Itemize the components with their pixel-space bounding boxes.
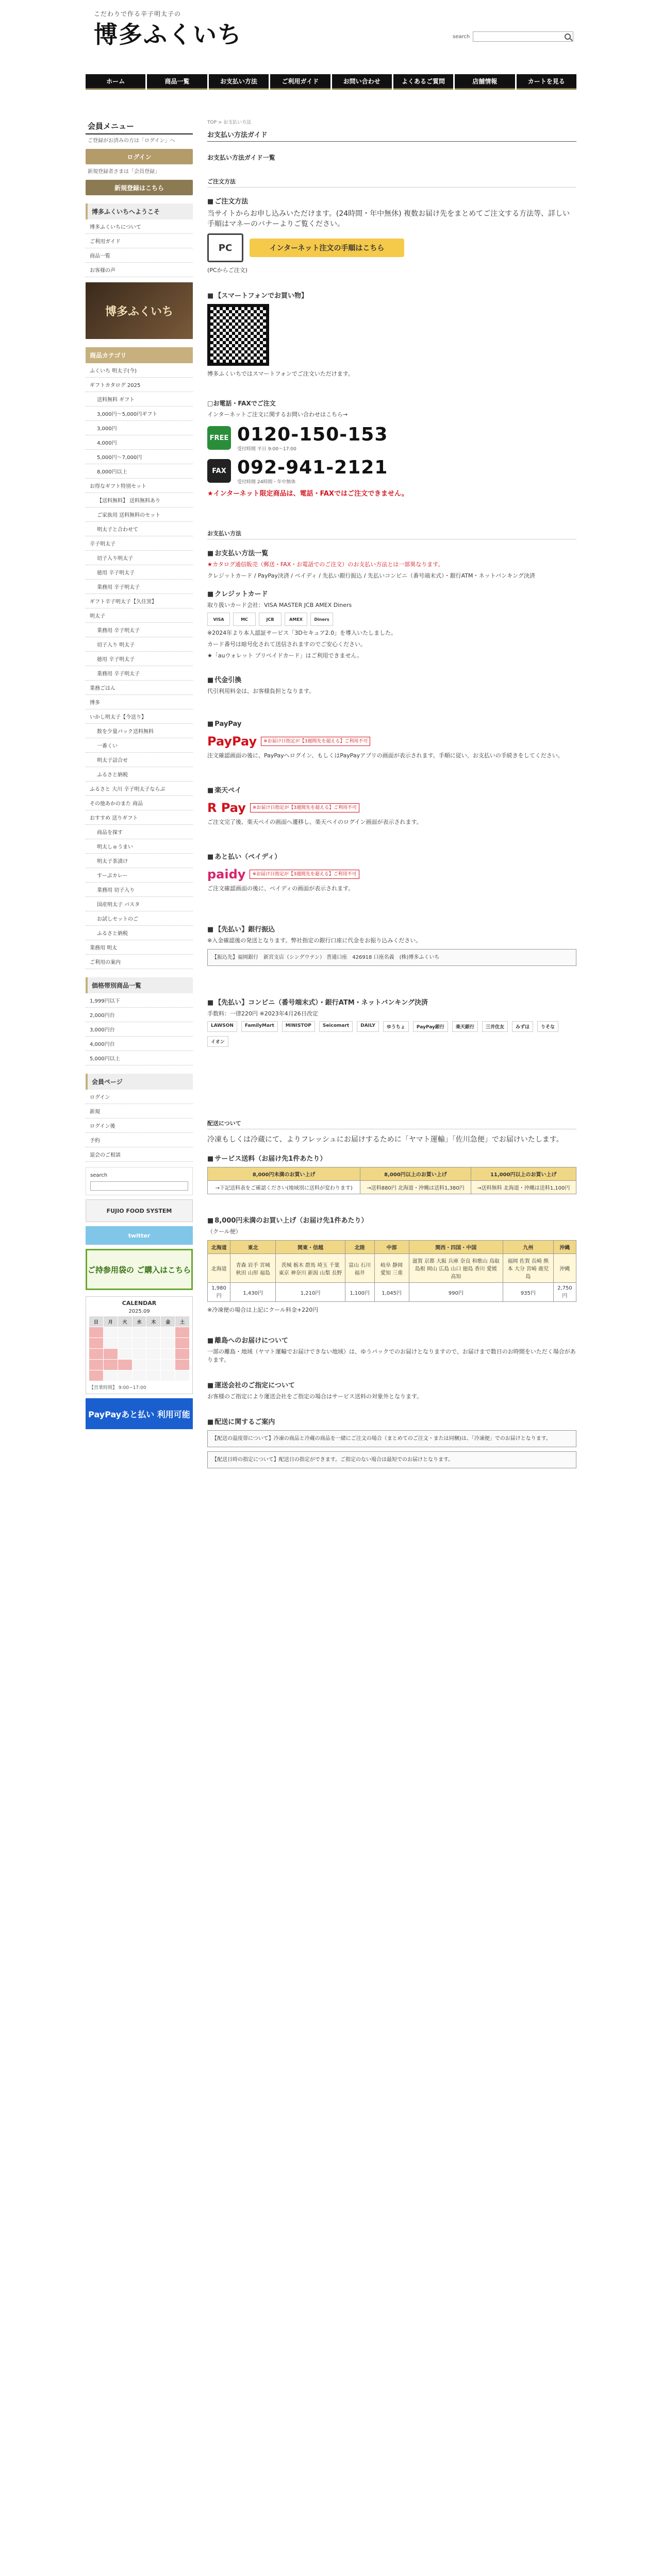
region-head: 中部 bbox=[374, 1241, 409, 1254]
ship-section-head: 配送について bbox=[207, 1119, 576, 1129]
sidebar bbox=[86, 118, 193, 2576]
remote-head: ■ 離島へのお届けについて bbox=[207, 1335, 576, 1345]
site-logo[interactable] bbox=[94, 9, 264, 61]
order-sub-head: ■ ご注文方法 bbox=[207, 196, 576, 206]
region-price: 1,045円 bbox=[374, 1283, 409, 1302]
region-head: 東北 bbox=[230, 1241, 276, 1254]
conv-logos bbox=[207, 1021, 576, 1047]
calendar-month: 2025.09 bbox=[128, 1309, 150, 1314]
fee-value: →送料無料 北海道・沖縄は送料1,100円 bbox=[471, 1181, 576, 1194]
calendar-note: 【営業時間】 9:00~17:00 bbox=[89, 1385, 146, 1391]
sidebar-category-item[interactable]: 送料無料 ギフト bbox=[86, 392, 193, 406]
paypay-badge: ※お届け日指定が【3週間先を超える】ご利用不可 bbox=[261, 737, 370, 746]
sidebar-price-list bbox=[86, 993, 193, 1065]
sidebar-info-item[interactable]: お客様の声 bbox=[86, 263, 193, 277]
conv-store-icon: りそな bbox=[537, 1021, 558, 1032]
sidebar-category-item[interactable]: ふるさと納税 bbox=[86, 767, 193, 782]
sidebar-category-item[interactable]: 国産明太子 パスタ bbox=[86, 897, 193, 911]
conv-store-icon: イオン bbox=[207, 1036, 228, 1047]
paidy-head: ■ あと払い（ペイディ） bbox=[207, 851, 576, 861]
sidebar-category-item[interactable]: すーぷカレー bbox=[86, 868, 193, 883]
conv-store-icon: DAILY bbox=[357, 1021, 379, 1032]
calendar-day bbox=[118, 1338, 132, 1348]
paidy-badge: ※お届け日指定が【3週間先を超える】ご利用不可 bbox=[250, 870, 359, 879]
sidebar-category-item[interactable]: 切子入り明太子 bbox=[86, 551, 193, 565]
sidebar-category-item[interactable]: ふるさと納税 bbox=[86, 926, 193, 940]
calendar-day bbox=[146, 1360, 160, 1370]
card-logos bbox=[207, 613, 576, 626]
sidebar-category-item[interactable]: 明太子と合わせて bbox=[86, 522, 193, 536]
sidebar-category-item[interactable]: ご家族用 送料無料のセット bbox=[86, 507, 193, 522]
conv-text: 手数料：一律220円 ※2023年4月26日改定 bbox=[207, 1010, 318, 1017]
sidebar-category-head: 商品カテゴリ bbox=[86, 347, 193, 363]
calendar-weekday: 火 bbox=[118, 1316, 132, 1327]
calendar-day bbox=[133, 1370, 146, 1381]
nav-item[interactable]: よくあるご質問 bbox=[393, 74, 453, 90]
card-note: ※2024年より本人認証サービス「3Dセキュア2.0」を導入いたしました。 bbox=[207, 630, 397, 636]
calendar-day bbox=[133, 1338, 146, 1348]
calendar-day bbox=[161, 1349, 175, 1359]
sidebar-category-item[interactable]: 5,000円～7,000円 bbox=[86, 450, 193, 464]
region-areas: 富山 石川 福井 bbox=[345, 1254, 374, 1283]
sidebar-banner[interactable]: 博多ふくいち bbox=[86, 282, 193, 339]
fee-value: →送料880円 北海道・沖縄は送料1,380円 bbox=[360, 1181, 471, 1194]
sidebar-category-item[interactable]: ギフトカタログ 2025 bbox=[86, 378, 193, 392]
region-areas: 青森 岩手 宮城 秋田 山形 福島 bbox=[230, 1254, 276, 1283]
card-brand-icon: JCB bbox=[259, 613, 282, 626]
nav-item[interactable]: お問い合わせ bbox=[332, 74, 392, 90]
sidebar-kaiin-item[interactable]: 予約 bbox=[86, 1133, 193, 1147]
bank-account-box: 【振込先】福岡銀行 新宮支店（シングウテン） 普通口座 426918 口座名義 (株)博多ふくいち bbox=[207, 949, 576, 966]
sidebar-category-item[interactable]: 明太しゅうまい bbox=[86, 839, 193, 854]
sidebar-category-item[interactable]: 辛子明太子 bbox=[86, 536, 193, 551]
calendar-title: CALENDAR bbox=[122, 1300, 157, 1307]
calendar-day bbox=[89, 1370, 103, 1381]
time-box-2: 【配送日時の指定について】配送日の指定ができます。ご指定のない場合は最短でのお届けとなります。 bbox=[207, 1451, 576, 1468]
shopping-bag-banner[interactable]: ご持参用袋の ご購入はこちら bbox=[86, 1249, 193, 1290]
pay-section-head: お支払い方法 bbox=[207, 529, 576, 539]
qr-code-icon bbox=[207, 304, 269, 366]
calendar-day bbox=[104, 1338, 118, 1348]
sidebar-category-item[interactable]: 業務用 辛子明太子 bbox=[86, 580, 193, 594]
sidebar-search-input[interactable] bbox=[90, 1181, 188, 1191]
ship-table-sub: （クール便） bbox=[207, 1228, 241, 1235]
sidebar-member-title: 会員メニュー bbox=[86, 118, 193, 134]
sidebar-category-item[interactable]: ふくいち 明太子(今) bbox=[86, 363, 193, 378]
calendar-day bbox=[133, 1349, 146, 1359]
fax-number: 092-941-2121 bbox=[237, 457, 388, 478]
sidebar-kaiin-list bbox=[86, 1090, 193, 1162]
carrier-head: ■ 運送会社のご指定について bbox=[207, 1380, 576, 1389]
site-header bbox=[0, 0, 662, 75]
search-icon[interactable] bbox=[565, 33, 571, 40]
region-price: 1,100円 bbox=[345, 1283, 374, 1302]
fee-column-head: 8,000円未満のお買い上げ bbox=[208, 1167, 360, 1181]
sidebar-info-item[interactable]: 商品一覧 bbox=[86, 248, 193, 263]
region-price: 1,430円 bbox=[230, 1283, 276, 1302]
sidebar-price-item[interactable]: 5,000円以上 bbox=[86, 1051, 193, 1065]
calendar-day bbox=[175, 1327, 189, 1337]
region-price: 1,980円 bbox=[208, 1283, 230, 1302]
region-head: 北海道 bbox=[208, 1241, 230, 1254]
aupay-note: ★「auウォレット プリペイドカード」はご利用できません。 bbox=[207, 652, 363, 659]
nav-item[interactable]: ホーム bbox=[86, 74, 145, 90]
sidebar-category-item[interactable]: お試しセットのご bbox=[86, 911, 193, 926]
calendar-day bbox=[89, 1327, 103, 1337]
sidebar-login-desc: ご登録がお済みの方は「ログイン」へ bbox=[88, 138, 175, 144]
page-title: お支払い方法ガイド bbox=[207, 129, 576, 142]
calendar-grid bbox=[89, 1316, 189, 1381]
calendar-day bbox=[118, 1360, 132, 1370]
rakuten-head: ■ 楽天ペイ bbox=[207, 785, 576, 794]
twitter-banner[interactable]: twitter bbox=[86, 1226, 193, 1245]
cod-head: ■ 代金引換 bbox=[207, 674, 576, 684]
free-dial-icon: FREE bbox=[207, 426, 231, 450]
sidebar-category-item[interactable]: いかし明太子【今送り】 bbox=[86, 709, 193, 724]
sidebar-category-item[interactable]: 4,000円 bbox=[86, 435, 193, 450]
region-areas: 福岡 佐賀 長崎 熊本 大分 宮崎 鹿児島 bbox=[503, 1254, 553, 1283]
rakuten-mark: R Pay bbox=[207, 801, 246, 815]
ship-region-table bbox=[207, 1240, 576, 1302]
pay-list: クレジットカード / PayPay決済 / ペイディ / 先払い銀行振込 / 先払いコンビニ（番号端末式）・銀行ATM・ネットバンキング決済 bbox=[207, 572, 535, 579]
phone-row bbox=[207, 424, 576, 452]
sidebar-category-item[interactable]: 徳用 辛子明太子 bbox=[86, 652, 193, 666]
ship-table-head: ■ 8,000円未満のお買い上げ（お届け先1件あたり） bbox=[207, 1215, 576, 1225]
sidebar-info-head: 博多ふくいちへようこそ bbox=[86, 204, 193, 219]
calendar-day bbox=[104, 1349, 118, 1359]
bank-head: ■ 【先払い】銀行振込 bbox=[207, 924, 576, 934]
ship-text: 冷凍もしくは冷蔵にて、よりフレッシュにお届けするために「ヤマト運輸」「佐川急便」でお届けいたします。 bbox=[207, 1136, 564, 1144]
sidebar-category-item[interactable]: 業務ごはん bbox=[86, 681, 193, 695]
search-input[interactable] bbox=[473, 31, 573, 42]
calendar-day bbox=[104, 1360, 118, 1370]
region-head: 九州 bbox=[503, 1241, 553, 1254]
conv-head: ■ 【先払い】コンビニ（番号端末式）・銀行ATM・ネットバンキング決済 bbox=[207, 997, 576, 1007]
sidebar-category-item[interactable]: 数を少量パック送料無料 bbox=[86, 724, 193, 738]
region-price: 1,210円 bbox=[276, 1283, 345, 1302]
sidebar-category-item[interactable]: 一番くい bbox=[86, 738, 193, 753]
sidebar-category-item[interactable]: 業務用 辛子明太子 bbox=[86, 623, 193, 637]
calendar-day bbox=[175, 1370, 189, 1381]
fee-value: →下記送料表をご確認ください(地域別に送料が変わります) bbox=[208, 1181, 360, 1194]
internet-only-warning: ★インターネット限定商品は、電話・FAXではご注文できません。 bbox=[207, 490, 408, 498]
card-text: 取り扱いカード会社：VISA MASTER JCB AMEX Diners bbox=[207, 602, 352, 608]
rakuten-badge: ※お届け日指定が【3週間先を超える】ご利用不可 bbox=[250, 803, 359, 812]
nav-item[interactable]: ご利用ガイド bbox=[270, 74, 330, 90]
toc-head: お支払い方法ガイド一覧 bbox=[207, 154, 275, 161]
calendar-day bbox=[161, 1370, 175, 1381]
sidebar-search-box bbox=[86, 1167, 193, 1195]
sidebar-info-item[interactable]: 博多ふくいちについて bbox=[86, 219, 193, 234]
sidebar-price-head: 価格帯別商品一覧 bbox=[86, 977, 193, 993]
sidebar-price-item[interactable]: 2,000円台 bbox=[86, 1008, 193, 1022]
sidebar-category-item[interactable]: 切子入り 明太子 bbox=[86, 637, 193, 652]
time-head: ■ 配送に関するご案内 bbox=[207, 1416, 576, 1426]
tel-text[interactable]: インターネットご注文に関するお問い合わせはこちら→ bbox=[207, 411, 348, 418]
conv-store-icon: Seicomart bbox=[319, 1021, 353, 1032]
bank-text: ※入金確認後の発送となります。弊社指定の銀行口座に代金をお振り込みください。 bbox=[207, 937, 422, 944]
phone-number[interactable]: 0120-150-153 bbox=[237, 424, 388, 445]
business-calendar bbox=[86, 1296, 193, 1394]
calendar-day bbox=[146, 1327, 160, 1337]
card-brand-icon: VISA bbox=[207, 613, 230, 626]
sidebar-price-item[interactable]: 1,999円以下 bbox=[86, 993, 193, 1008]
card-brand-icon: AMEX bbox=[285, 613, 307, 626]
order-section-head: ご注文方法 bbox=[207, 177, 576, 188]
card-brand-icon: MC bbox=[233, 613, 256, 626]
rakuten-logo bbox=[207, 801, 359, 815]
sidebar-category-item[interactable]: 明太子 bbox=[86, 608, 193, 623]
paidy-logo bbox=[207, 867, 359, 882]
calendar-day bbox=[146, 1370, 160, 1381]
nav-item[interactable]: カートを見る bbox=[517, 74, 576, 90]
login-button[interactable]: ログイン bbox=[86, 149, 193, 164]
region-areas: 沖縄 bbox=[553, 1254, 576, 1283]
region-price: 990円 bbox=[409, 1283, 503, 1302]
region-areas: 茨城 栃木 群馬 埼玉 千葉 東京 神奈川 新潟 山梨 長野 bbox=[276, 1254, 345, 1283]
paypay-head: ■ PayPay bbox=[207, 720, 576, 728]
sidebar-category-item[interactable]: 博多 bbox=[86, 695, 193, 709]
sidebar-category-item[interactable]: 業務用 切子入り bbox=[86, 883, 193, 897]
calendar-day bbox=[175, 1349, 189, 1359]
calendar-day bbox=[118, 1349, 132, 1359]
sidebar-info-list bbox=[86, 219, 193, 277]
register-button[interactable]: 新規登録はこちら bbox=[86, 180, 193, 195]
region-head: 関東・信越 bbox=[276, 1241, 345, 1254]
global-nav bbox=[86, 74, 576, 90]
conv-store-icon: みずほ bbox=[512, 1021, 533, 1032]
conv-store-icon: LAWSON bbox=[207, 1021, 237, 1032]
sidebar-category-item[interactable]: おすすめ 送りギフト bbox=[86, 810, 193, 825]
calendar-day bbox=[175, 1338, 189, 1348]
order-text: 当サイトからお申し込みいただけます。(24時間・年中無休) 複数お届け先をまとめてご注文する方法等、詳しい手順はマネーのバナーよりご覧ください。 bbox=[207, 210, 570, 228]
conv-store-icon: PayPay銀行 bbox=[413, 1021, 448, 1032]
region-price: 2,750円 bbox=[553, 1283, 576, 1302]
fujio-food-banner[interactable]: FUJIO FOOD SYSTEM bbox=[86, 1199, 193, 1222]
carrier-text: お客様のご指定により運送会社をご指定の場合はサービス送料の対象外となります。 bbox=[207, 1393, 423, 1400]
sidebar-category-item[interactable]: 3,000円～5,000円ギフト bbox=[86, 406, 193, 421]
calendar-day bbox=[175, 1360, 189, 1370]
region-areas: 岐阜 静岡 愛知 三重 bbox=[374, 1254, 409, 1283]
paypay-logo bbox=[207, 734, 370, 749]
sidebar-category-item[interactable]: ご利用の案内 bbox=[86, 955, 193, 969]
calendar-day bbox=[146, 1338, 160, 1348]
card-note2: カード番号は暗号化されて送信されますのでご安心ください。 bbox=[207, 641, 366, 648]
header-search bbox=[453, 31, 573, 42]
sidebar-category-item[interactable]: 徳用 辛子明太子 bbox=[86, 565, 193, 580]
calendar-day bbox=[133, 1360, 146, 1370]
calendar-day bbox=[89, 1349, 103, 1359]
ship-fee-table bbox=[207, 1167, 576, 1194]
calendar-day bbox=[104, 1370, 118, 1381]
sidebar-category-item[interactable]: 8,000円以上 bbox=[86, 464, 193, 479]
rakuten-text: ご注文完了後、楽天ペイの画面へ遷移し、楽天ペイのログイン画面が表示されます。 bbox=[207, 819, 422, 825]
sidebar-category-item[interactable]: ギフト辛子明太子【久住窯】 bbox=[86, 594, 193, 608]
nav-item[interactable]: 商品一覧 bbox=[147, 74, 207, 90]
sidebar-kaiin-item[interactable]: 新規 bbox=[86, 1104, 193, 1118]
sidebar-category-item[interactable]: 明太子茶漬け bbox=[86, 854, 193, 868]
sp-head: ■ 【スマートフォンでお買い物】 bbox=[207, 290, 576, 300]
calendar-weekday: 土 bbox=[175, 1316, 189, 1327]
paypay-text: 注文確認画面の後に、PayPayへログイン、もしくはPayPayアプリの画面が表示されます。手順に従い、お支払いの手続きをしてください。 bbox=[207, 752, 564, 759]
conv-store-icon: MINISTOP bbox=[282, 1021, 315, 1032]
pay-sub-head: ■ お支払い方法一覧 bbox=[207, 548, 576, 557]
sidebar-category-item[interactable]: 【送料無料】 送料無料あり bbox=[86, 493, 193, 507]
sidebar-kaiin-head: 会員ページ bbox=[86, 1074, 193, 1090]
sidebar-category-list bbox=[86, 363, 193, 969]
calendar-weekday: 月 bbox=[104, 1316, 118, 1327]
sidebar-category-item[interactable]: 業務用 明太 bbox=[86, 940, 193, 955]
region-areas: 滋賀 京都 大阪 兵庫 奈良 和歌山 鳥取 島根 岡山 広島 山口 徳島 香川 愛媛 高知 bbox=[409, 1254, 503, 1283]
pc-banner bbox=[207, 233, 576, 262]
sidebar-category-item[interactable]: お得なギフト特別セット bbox=[86, 479, 193, 493]
cod-text: 代引利用料金は、お客様負担となります。 bbox=[207, 688, 315, 694]
region-head: 関西・四国・中国 bbox=[409, 1241, 503, 1254]
logo-tagline: こだわりで作る辛子明太子の bbox=[94, 10, 181, 18]
sidebar-category-item[interactable]: 明太子詰合せ bbox=[86, 753, 193, 767]
sidebar-kaiin-item[interactable]: 退会のご相談 bbox=[86, 1147, 193, 1162]
phone-hours: 受付時間 平日 9:00～17:00 bbox=[237, 447, 296, 452]
ship-note: ※冷凍便の場合は上記にクール料金+220円 bbox=[207, 1307, 319, 1313]
paypay-banner[interactable]: PayPayあと払い 利用可能 bbox=[86, 1398, 193, 1429]
calendar-day bbox=[104, 1327, 118, 1337]
sidebar-kaiin-item[interactable]: ログイン後 bbox=[86, 1118, 193, 1133]
search-label: search bbox=[453, 33, 470, 40]
calendar-weekday: 水 bbox=[133, 1316, 146, 1327]
sidebar-register-desc: 新規登録者さまは「会員登録」 bbox=[88, 169, 160, 175]
fee-column-head: 8,000円以上のお買い上げ bbox=[360, 1167, 471, 1181]
calendar-day bbox=[89, 1360, 103, 1370]
calendar-day bbox=[118, 1327, 132, 1337]
pay-warning: ★カタログ通信販売（郵送・FAX・お電話でのご注文）のお支払い方法とは一部異なります。 bbox=[207, 561, 444, 568]
sidebar-search-label: search bbox=[90, 1173, 108, 1178]
sidebar-category-item[interactable]: ふるさと 大川 辛子明太子ならぶ bbox=[86, 782, 193, 796]
calendar-weekday: 日 bbox=[89, 1316, 103, 1327]
nav-item[interactable]: 店舗情報 bbox=[455, 74, 515, 90]
conv-store-icon: 楽天銀行 bbox=[452, 1021, 478, 1032]
calendar-day bbox=[161, 1360, 175, 1370]
region-areas: 北海道 bbox=[208, 1254, 230, 1283]
sp-note: 博多ふくいちではスマートフォンでご注文いただけます。 bbox=[207, 370, 354, 377]
calendar-day bbox=[118, 1370, 132, 1381]
conv-store-icon: FamilyMart bbox=[241, 1021, 278, 1032]
remote-text: 一部の離島・地域（ヤマト運輸でお届けできない地域）は、ゆうパックでのお届けとなりますので、お届けまで数日のお時間をいただく場合があります。 bbox=[207, 1348, 576, 1363]
card-head: ■ クレジットカード bbox=[207, 588, 576, 598]
paidy-text: ご注文確認画面の後に、ペイディの画面が表示されます。 bbox=[207, 885, 354, 892]
main-content bbox=[207, 118, 576, 2576]
calendar-day bbox=[161, 1327, 175, 1337]
conv-store-icon: ゆうちょ bbox=[383, 1021, 409, 1032]
region-price: 935円 bbox=[503, 1283, 553, 1302]
tel-head: □お電話・FAXでご注文 bbox=[207, 400, 276, 407]
calendar-day bbox=[89, 1338, 103, 1348]
fax-hours: 受付時間 24時間・年中無休 bbox=[237, 480, 296, 485]
paypay-mark: PayPay bbox=[207, 734, 257, 749]
region-head: 沖縄 bbox=[553, 1241, 576, 1254]
pc-note: (PCからご注文) bbox=[207, 267, 247, 274]
sidebar-price-item[interactable]: 3,000円台 bbox=[86, 1022, 193, 1037]
conv-store-icon: 三井住友 bbox=[482, 1021, 508, 1032]
sidebar-category-item[interactable]: 商品を探す bbox=[86, 825, 193, 839]
sidebar-category-item[interactable]: その他あかのまた 商品 bbox=[86, 796, 193, 810]
nav-item[interactable]: お支払い方法 bbox=[209, 74, 269, 90]
sidebar-info-item[interactable]: ご利用ガイド bbox=[86, 234, 193, 248]
sidebar-category-item[interactable]: 業務用 辛子明太子 bbox=[86, 666, 193, 681]
pc-icon: PC bbox=[207, 233, 243, 262]
card-brand-icon: Diners bbox=[310, 613, 333, 626]
fee-column-head: 11,000円以上のお買い上げ bbox=[471, 1167, 576, 1181]
fax-icon: FAX bbox=[207, 459, 231, 483]
logo-text: 博多ふくいち bbox=[94, 21, 242, 48]
breadcrumb: TOP > お支払い方法 bbox=[207, 120, 252, 125]
fax-row bbox=[207, 457, 576, 485]
sidebar-category-item[interactable]: 3,000円 bbox=[86, 421, 193, 435]
paidy-mark: paidy bbox=[207, 867, 246, 882]
internet-order-button[interactable]: インターネット注文の手順はこちら bbox=[250, 239, 404, 257]
calendar-day bbox=[161, 1338, 175, 1348]
sidebar-kaiin-item[interactable]: ログイン bbox=[86, 1090, 193, 1104]
calendar-weekday: 木 bbox=[146, 1316, 160, 1327]
calendar-day bbox=[146, 1349, 160, 1359]
ship-fee-head: ■ サービス送料（お届け先1件あたり） bbox=[207, 1153, 576, 1163]
sidebar-price-item[interactable]: 4,000円台 bbox=[86, 1037, 193, 1051]
time-box-1: 【配送の温度帯について】冷凍の商品と冷蔵の商品を一緒にご注文の場合（まとめてのご注文・または同梱)は、「冷凍便」でのお届けとなります。 bbox=[207, 1430, 576, 1447]
region-head: 北陸 bbox=[345, 1241, 374, 1254]
calendar-weekday: 金 bbox=[161, 1316, 175, 1327]
calendar-day bbox=[133, 1327, 146, 1337]
